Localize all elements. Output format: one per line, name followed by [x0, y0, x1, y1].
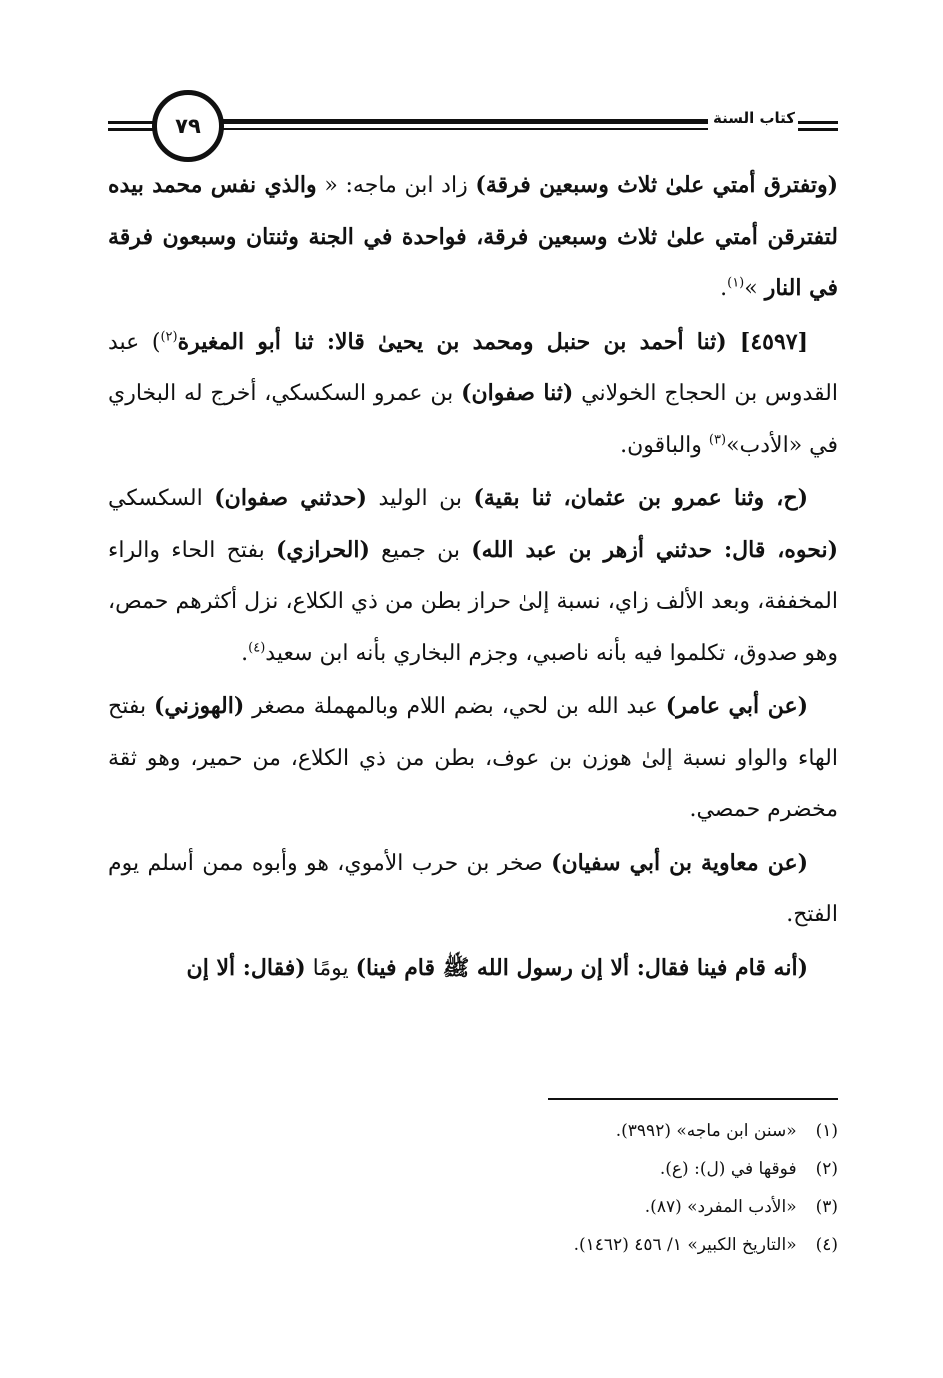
footnote-number: (٣): [815, 1197, 838, 1217]
commentary-text: ) عبد القدوس بن الحجاج الخولاني: [108, 329, 838, 406]
hadith-text: (حدثني صفوان): [214, 485, 367, 511]
footnote-text: «سنن ابن ماجه» (٣٩٩٢).: [615, 1121, 797, 1141]
commentary-text: زاد ابن ماجه: «: [316, 173, 476, 198]
header-rule: [220, 128, 708, 130]
main-text: [108, 160, 838, 996]
header-rule: [798, 128, 838, 131]
paragraph-6: [108, 943, 838, 995]
commentary-text: بن جميع: [369, 537, 472, 563]
header-rule: [220, 119, 708, 124]
paragraph-3: [108, 473, 838, 679]
punctuation: .: [241, 640, 249, 666]
punctuation: .: [720, 276, 728, 301]
commentary-text: بن الوليد: [366, 486, 474, 511]
paragraph-1: [108, 160, 838, 315]
commentary-text: السكسكي: [108, 486, 215, 511]
commentary-text: بفتح الحاء والراء المخففة، وبعد الألف زاي، نسبة إلىٰ حراز بطن من ذي الكلاع، نزل أكثرهم حمص، وهو صدوق، تكلموا فيه بأنه ناصبي، وجزم البخاري بأنه ابن سعيد: [108, 537, 838, 666]
hadith-text: (أنه قام فينا فقال: ألا إن رسول الله ﷺ قام فينا): [355, 954, 808, 981]
commentary-text: عبد الله بن لحي، بضم اللام وبالمهملة مصغر: [244, 694, 666, 719]
footnote-text: «التاريخ الكبير» ١/ ٤٥٦ (١٤٦٢).: [573, 1235, 797, 1255]
commentary-text: يومًا: [305, 955, 356, 981]
hadith-text: [٤٥٩٧] (ثنا أحمد بن حنبل ومحمد بن يحيىٰ قالا: ثنا أبو المغيرة: [177, 328, 808, 355]
footnote-ref: (٢): [160, 329, 178, 345]
commentary-text: والباقون.: [620, 432, 709, 458]
quote-close: »: [744, 276, 765, 301]
footnote-separator: [548, 1098, 838, 1100]
commentary-text: بن عمرو السكسكي، أخرج له البخاري في «الأدب»: [108, 381, 838, 458]
header-rule: [108, 128, 156, 131]
paragraph-4: [108, 681, 838, 836]
footnote-ref: (٣): [708, 432, 727, 448]
footnote-text: فوقها في (ل): (ع).: [659, 1159, 797, 1179]
hadith-text: (عن أبي عامر): [665, 693, 808, 719]
hadith-text: (ح، وثنا عمرو بن عثمان، ثنا بقية): [473, 485, 809, 511]
footnote-number: (٢): [815, 1159, 838, 1179]
footnote-ref: (١): [727, 275, 745, 291]
footnote: [108, 1112, 838, 1150]
hadith-text: (الهوزني): [154, 693, 245, 719]
footnotes: [108, 1112, 838, 1264]
header-rule: [798, 121, 838, 124]
paragraph-2: [108, 317, 838, 472]
commentary-text: صخر بن حرب الأموي، هو وأبوه ممن أسلم يوم الفتح.: [108, 850, 838, 927]
footnote-number: (١): [815, 1121, 838, 1141]
hadith-text: والذي نفس محمد بيده لتفترقن أمتي علىٰ ثلاث وسبعين فرقة، فواحدة في الجنة وثنتان وسبعون فرقة في النار: [108, 172, 838, 301]
footnote-text: «الأدب المفرد» (٨٧).: [644, 1197, 797, 1217]
hadith-text: (نحوه، قال: حدثني أزهر بن عبد الله): [471, 536, 839, 563]
running-title: كتاب السنة: [712, 109, 796, 127]
hadith-text: (عن معاوية بن أبي سفيان): [551, 849, 808, 876]
hadith-text: (الحرازي): [275, 536, 370, 563]
footnote-ref: (٤): [248, 640, 266, 656]
hadith-text: (فقال: ألا إن: [186, 954, 306, 981]
footnote-number: (٤): [815, 1235, 838, 1255]
paragraph-5: [108, 838, 838, 941]
header-rule: [108, 121, 156, 124]
commentary-text: بفتح الهاء والواو نسبة إلىٰ هوزن بن عوف، بطن من ذي الكلاع، من حمير، وهو ثقة مخضرم حمصي.: [108, 694, 838, 822]
hadith-text: (وتفترق أمتي علىٰ ثلاث وسبعين فرقة): [475, 172, 838, 198]
page-header: [108, 88, 838, 168]
hadith-text: (ثنا صفوان): [461, 380, 574, 406]
footnote: [108, 1188, 838, 1226]
footnote: [108, 1226, 838, 1264]
footnote: [108, 1150, 838, 1188]
page-number: ٧٩: [152, 90, 224, 162]
